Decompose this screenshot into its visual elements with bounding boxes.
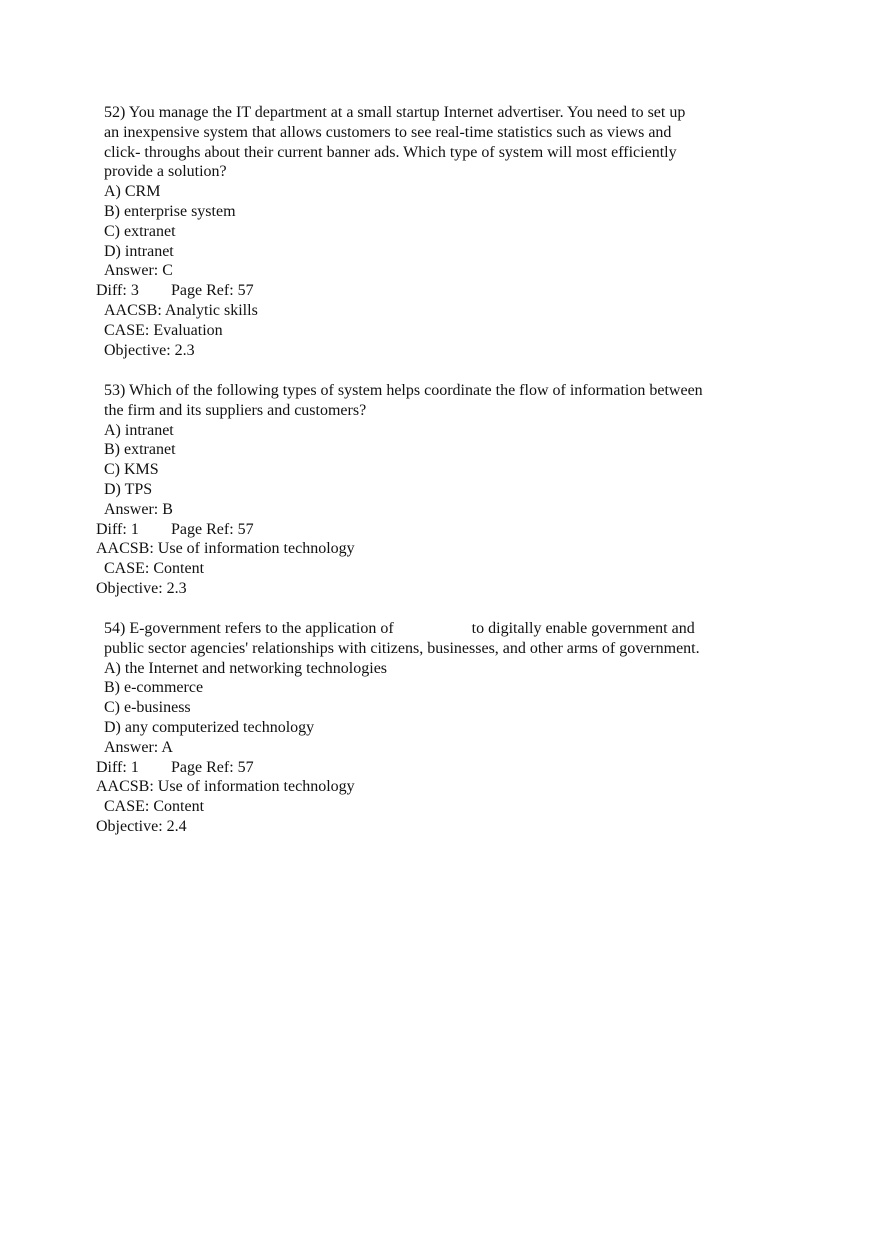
case-tag: CASE: Evaluation [104, 321, 223, 339]
stem-text-before-blank: 54) E-government refers to the application of [104, 620, 394, 637]
question-stem-line: an inexpensive system that allows customers to see real-time statistics such as views and [104, 123, 672, 141]
difficulty-row [96, 281, 776, 301]
question-stem-line [96, 619, 776, 639]
answer-option-d: D) intranet [104, 242, 174, 260]
difficulty: Diff: 3 [96, 282, 139, 300]
answer-option-a: A) the Internet and networking technologies [104, 659, 388, 677]
question-stem-line: 52) You manage the IT department at a small startup Internet advertiser. You need to set up [104, 104, 686, 121]
answer-option-c: C) extranet [104, 222, 176, 240]
objective-tag: Objective: 2.4 [96, 817, 187, 835]
answer-option-a: A) CRM [104, 183, 161, 201]
answer-option-b: B) extranet [104, 441, 176, 459]
difficulty-row [96, 758, 776, 778]
page-ref: Page Ref: 57 [171, 282, 254, 300]
objective-tag: Objective: 2.3 [104, 341, 195, 359]
question-53 [96, 381, 776, 599]
question-stem-line: click- throughs about their current banner ads. Which type of system will most efficiently [104, 143, 677, 161]
answer-option-b: B) e-commerce [104, 679, 204, 697]
page-ref: Page Ref: 57 [171, 758, 254, 776]
difficulty: Diff: 1 [96, 758, 139, 776]
answer-key: Answer: A [104, 738, 173, 756]
question-stem-line: 53) Which of the following types of system helps coordinate the flow of information between [104, 382, 703, 399]
answer-key: Answer: C [104, 262, 173, 280]
aacsb-tag: AACSB: Use of information technology [96, 778, 355, 796]
question-52 [96, 103, 776, 360]
page-ref: Page Ref: 57 [171, 520, 254, 538]
difficulty-row [96, 520, 776, 540]
aacsb-tag: AACSB: Use of information technology [96, 540, 355, 558]
answer-option-c: C) KMS [104, 461, 159, 479]
stem-text-after-blank: to digitally enable government and [471, 620, 695, 637]
answer-option-d: D) any computerized technology [104, 718, 315, 736]
aacsb-tag: AACSB: Analytic skills [104, 301, 258, 319]
question-stem-line: provide a solution? [104, 163, 227, 181]
case-tag: CASE: Content [104, 798, 205, 816]
question-54 [96, 619, 776, 837]
case-tag: CASE: Content [104, 560, 205, 578]
answer-option-a: A) intranet [104, 421, 174, 439]
answer-option-b: B) enterprise system [104, 202, 236, 220]
question-stem-line: public sector agencies' relationships with citizens, businesses, and other arms of government. [104, 639, 700, 657]
question-stem-line: the firm and its suppliers and customers? [104, 401, 367, 419]
answer-option-c: C) e-business [104, 699, 191, 717]
objective-tag: Objective: 2.3 [96, 579, 187, 597]
difficulty: Diff: 1 [96, 520, 139, 538]
answer-key: Answer: B [104, 500, 173, 518]
answer-option-d: D) TPS [104, 480, 153, 498]
